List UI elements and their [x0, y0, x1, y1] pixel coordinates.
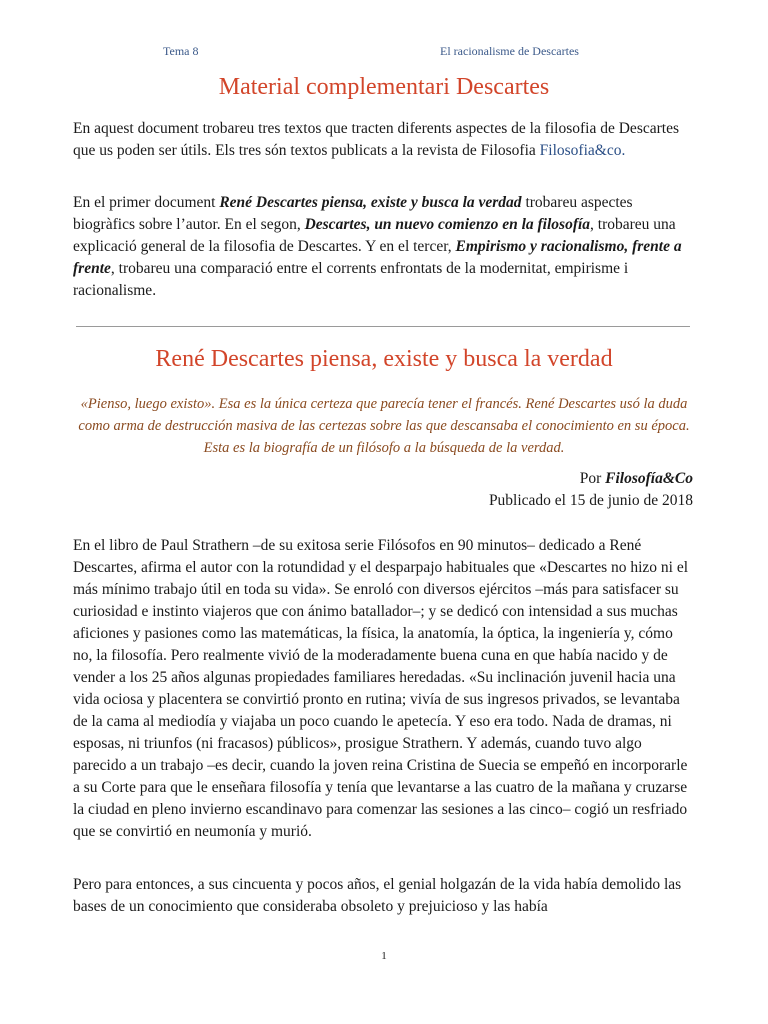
byline-prefix: Por	[579, 470, 606, 487]
byline	[580, 468, 693, 490]
article-body-paragraph-1: En el libro de Paul Strathern –de su exitosa serie Filósofos en 90 minutos– dedicado a René Descartes, afirma el autor con la rotundidad y el desparpajo habituales que «Descartes no hizo ni el más mínimo trabajo útil en toda su vida». Se enroló con diversos ejércitos –más para satisfacer su curiosidad e instinto viajeros que con ánimo batallador–; y se dedicó con intensidad a sus muchas aficiones y pasiones como las matemáticas, la física, la anatomía, la óptica, la ingeniería y, cómo no, la filosofía. Pero realmente vivió de la moderadamente buena cuna en que había nacido y de vender a los 25 años algunas propiedades familiares heredadas. «Su inclinación juvenil hacia una vida ociosa y placentera se convirtió pronto en rutina; vivía de sus ingresos privados, se levantaba de la cama al mediodía y viajaba un poco cuando le apetecía. Y eso era todo. Nada de dramas, ni esposas, ni triunfos (ni fracasos) públicos», prosigue Strathern. Y además, cuando tuvo algo parecido a un trabajo –es decir, cuando la joven reina Cristina de Suecia se empeñó en incorporarle a su Corte para que le enseñara filosofía y tenía que levantarse a las cuatro de la mañana y cruzarse la ciudad en pleno invierno escandinavo para comenzar las sesiones a las cinco– cogió un resfriado que se convirtió en neumonía y murió.	[73, 537, 689, 840]
intro-text-c: , trobareu una explicació general de la filosofia de Descartes. Y en el tercer,	[73, 216, 676, 255]
intro-paragraph-2	[73, 192, 695, 302]
intro-text-b: trobareu aspectes biogràfics sobre l’autor. En el segon,	[73, 194, 633, 233]
document-title: Material complementari Descartes	[218, 74, 550, 100]
publication-date: Publicado el 15 de junio de 2018	[488, 492, 693, 509]
header-section-title: El racionalisme de Descartes	[440, 44, 579, 58]
doc-title-2: Descartes, un nuevo comienzo en la filosofía	[304, 216, 591, 233]
intro-text-d: , trobareu una comparació entre el corrents enfrontats de la modernitat, empirisme i racionalisme.	[73, 260, 629, 299]
article-lead: «Pienso, luego existo». Esa es la única certeza que parecía tener el francés. René Descartes usó la duda como arma de destrucción masiva de las certezas sobre las que descansaba el conocimiento en su época. Esta es la biografía de un filósofo a la búsqueda de la verdad.	[78, 396, 690, 456]
page-number: 1	[381, 950, 387, 962]
filosofia-co-link[interactable]: Filosofia&co.	[539, 142, 626, 159]
intro-text: En aquest document trobareu tres textos que tracten diferents aspectes de la filosofia de Descartes que us poden ser útils. Els tres són textos publicats a la revista de Filosofia	[73, 120, 679, 159]
doc-title-1: René Descartes piensa, existe y busca la verdad	[219, 194, 522, 211]
byline-author: Filosofía&Co	[605, 470, 693, 487]
article-title: René Descartes piensa, existe y busca la verdad	[155, 346, 613, 372]
intro-paragraph-1	[73, 118, 695, 162]
doc-title-3: Empirismo y racionalismo, frente a frente	[73, 238, 682, 277]
intro-text-a: En el primer document	[73, 194, 220, 211]
header-topic: Tema 8	[163, 44, 199, 58]
section-divider	[76, 326, 690, 327]
article-body-paragraph-2: Pero para entonces, a sus cincuenta y pocos años, el genial holgazán de la vida había demolido las bases de un conocimiento que consideraba obsoleto y prejuicioso y las había	[73, 876, 682, 915]
